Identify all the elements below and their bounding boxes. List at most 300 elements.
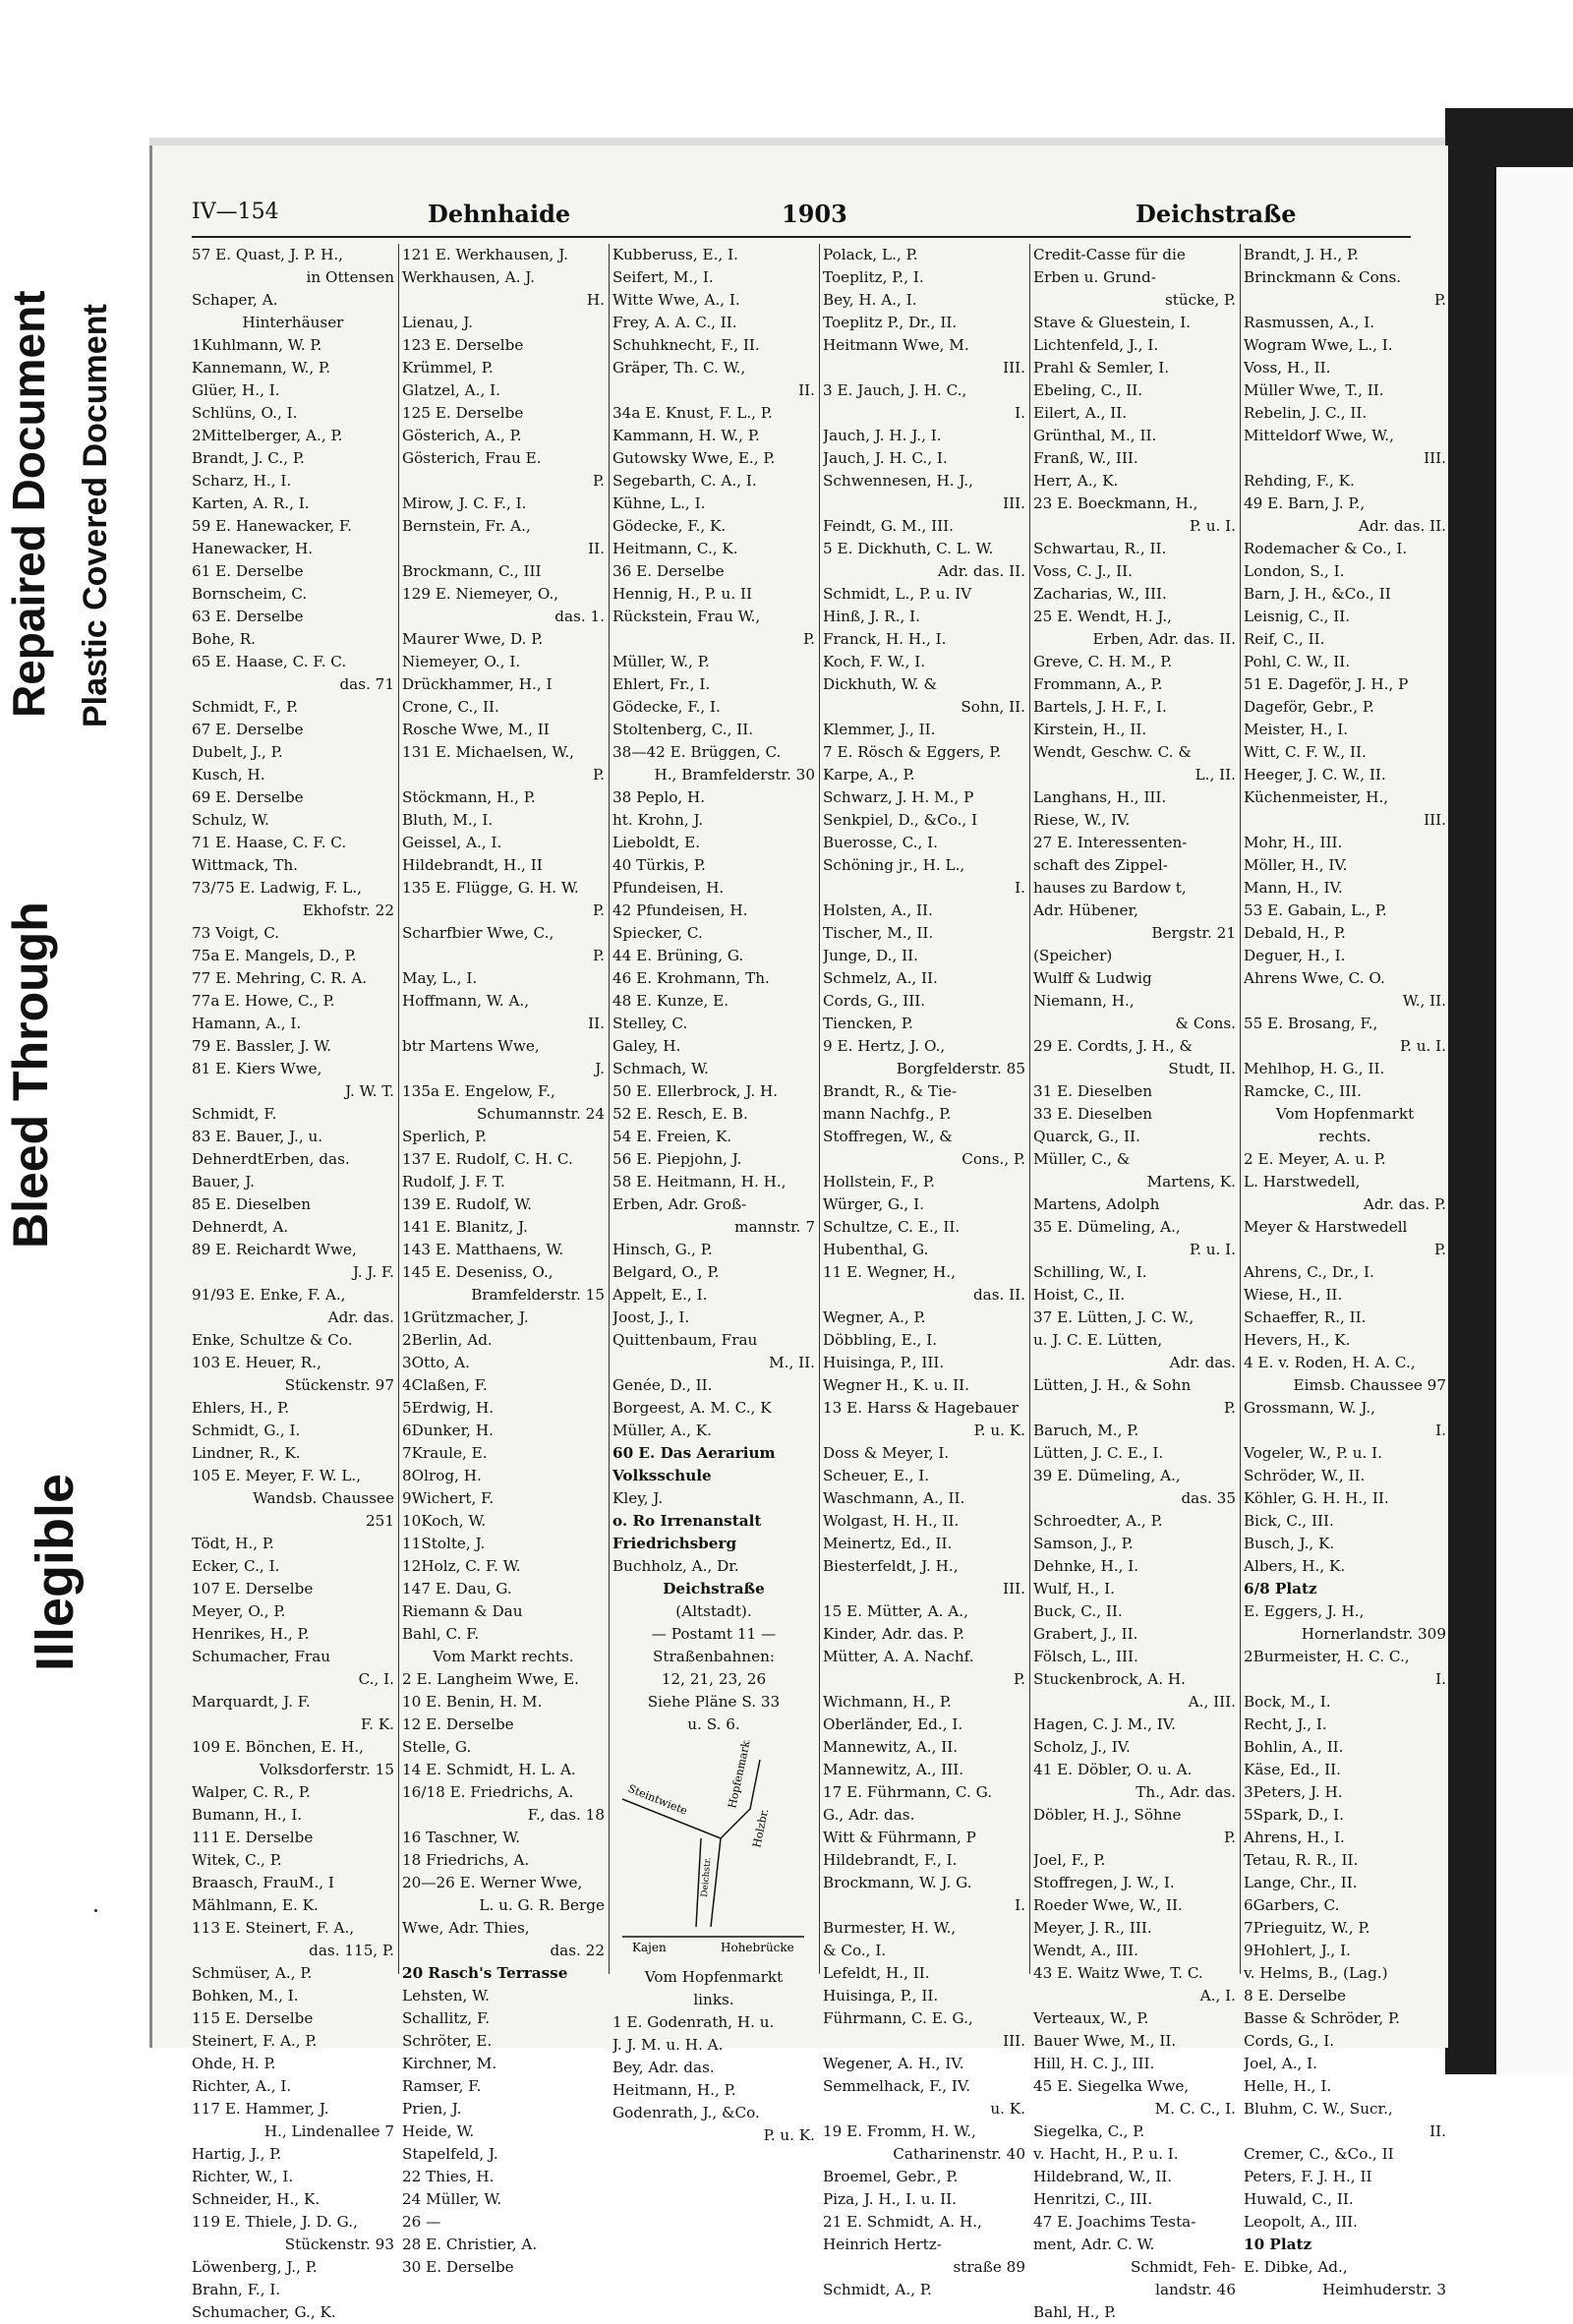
directory-entry: Bramfelderstr. 15 [471, 1286, 605, 1304]
directory-entry: 77 E. Mehring, C. R. A. [192, 969, 368, 987]
directory-entry: Schuhknecht, F., II. [612, 336, 760, 354]
directory-entry: J. J. F. [352, 1263, 394, 1281]
directory-entry: Ahrens, H., I. [1244, 1829, 1345, 1846]
directory-entry: Bey, H. A., I. [823, 291, 917, 309]
directory-entry: M., II. [769, 1354, 815, 1371]
directory-entry: Niemeyer, O., I. [402, 653, 521, 670]
directory-entry: Kannemann, W., P. [192, 359, 331, 377]
directory-entry: das. II. [972, 1286, 1025, 1304]
directory-entry: Wiese, H., II. [1244, 1286, 1343, 1304]
directory-entry: Gödecke, F., I. [612, 698, 721, 716]
directory-entry: Cons., P. [961, 1150, 1025, 1168]
directory-entry: Bauer Wwe, M., II. [1033, 2032, 1177, 2050]
directory-entry: P. u. K. [763, 2126, 815, 2144]
directory-entry: Jauch, J. H. C., I. [823, 449, 948, 467]
directory-entry: Stoffregen, J. W., I. [1033, 1874, 1175, 1891]
directory-entry: 1Grützmacher, J. [402, 1308, 529, 1326]
directory-entry: Hollstein, F., P. [823, 1173, 935, 1191]
directory-entry: u. K. [990, 2100, 1025, 2118]
directory-entry: 21 E. Schmidt, A. H., [823, 2213, 982, 2231]
directory-entry: 26 — [402, 2213, 441, 2231]
directory-entry: Schlüns, O., I. [192, 404, 298, 422]
directory-entry: Ehlert, Fr., I. [612, 675, 711, 693]
directory-entry: Grabert, J., II. [1033, 1625, 1138, 1643]
directory-entry: A., I. [1199, 1987, 1236, 2004]
directory-entry: Hoffmann, W. A., [402, 992, 530, 1010]
directory-entry: Segebarth, C. A., I. [612, 472, 757, 490]
directory-entry: Heinrich Hertz- [823, 2236, 942, 2253]
directory-entry: v. Helms, B., (Lag.) [1244, 1964, 1388, 1982]
directory-entry: 28 E. Christier, A. [402, 2236, 538, 2253]
directory-entry: Rasmussen, A., I. [1244, 314, 1375, 331]
directory-entry: Bluhm, C. W., Sucr., [1244, 2100, 1393, 2118]
column-rule [819, 244, 820, 1974]
directory-entry: Eilert, A., II. [1033, 404, 1128, 422]
directory-entry: 139 E. Rudolf, W. [402, 1195, 533, 1213]
directory-entry: Schneider, H., K. [192, 2190, 320, 2208]
directory-entry: 145 E. Deseniss, O., [402, 1263, 553, 1281]
directory-entry: M. C. C., I. [1154, 2100, 1236, 2118]
map-street-label: Steintwiete [625, 1781, 689, 1818]
directory-entry: Bahl, C. F. [402, 1625, 480, 1643]
directory-entry: Leisnig, C., II. [1244, 608, 1351, 625]
directory-entry: Bohe, R. [192, 630, 256, 648]
directory-entry: Meyer, J. R., III. [1033, 1919, 1152, 1937]
directory-entry: Erben, Adr. Groß- [612, 1195, 747, 1213]
directory-entry: 129 E. Niemeyer, O., [402, 585, 559, 603]
directory-entry: 14 E. Schmidt, H. L. A. [402, 1761, 576, 1778]
directory-entry: 7Kraule, E. [402, 1444, 488, 1462]
directory-entry: Buck, C., II. [1033, 1602, 1123, 1620]
directory-entry: P. u. K. [973, 1422, 1025, 1439]
directory-entry: Witt, C. F. W., II. [1244, 743, 1367, 761]
directory-entry: II. [588, 540, 605, 557]
directory-entry: P. [1224, 1829, 1236, 1846]
directory-entry: 141 E. Blanitz, J. [402, 1218, 528, 1236]
directory-entry: Rückstein, Frau W., [612, 608, 761, 625]
directory-entry: Basse & Schröder, P. [1244, 2009, 1400, 2027]
directory-page [149, 145, 1448, 2321]
directory-entry: Ramcke, C., III. [1244, 1082, 1362, 1100]
directory-entry: Friedrichsberg [612, 1535, 737, 1552]
directory-entry: Führmann, C. E. G., [823, 2009, 973, 2027]
directory-entry: Baruch, M., P. [1033, 1422, 1139, 1439]
directory-entry: Brinckmann & Cons. [1244, 268, 1402, 286]
directory-entry: Pfundeisen, H. [612, 879, 725, 897]
directory-entry: III. [1424, 449, 1446, 467]
directory-entry: Grünthal, M., II. [1033, 427, 1157, 444]
directory-entry: Vom Markt rechts. [433, 1648, 574, 1665]
directory-entry: III. [1003, 494, 1025, 512]
directory-entry: II. [1429, 2122, 1446, 2140]
directory-entry: Sperlich, P. [402, 1128, 487, 1145]
directory-entry: Greve, C. H. M., P. [1033, 653, 1173, 670]
directory-entry: das. 35 [1181, 1489, 1236, 1507]
directory-entry: 33 E. Dieselben [1033, 1105, 1153, 1123]
directory-entry: Tetau, R. R., II. [1244, 1851, 1359, 1869]
directory-entry: Lange, Chr., II. [1244, 1874, 1358, 1891]
directory-entry: Quittenbaum, Frau [612, 1331, 758, 1349]
directory-entry: 107 E. Derselbe [192, 1580, 314, 1598]
directory-entry: Köhler, G. H. H., II. [1244, 1489, 1389, 1507]
directory-entry: 111 E. Derselbe [192, 1829, 314, 1846]
directory-entry: Rodemacher & Co., I. [1244, 540, 1408, 557]
label-illegible: Illegible [26, 1473, 85, 1671]
map-bottom-label: Hohebrücke [721, 1941, 794, 1954]
directory-entry: Tiencken, P. [823, 1015, 913, 1032]
directory-entry: Braasch, FrauM., I [192, 1874, 334, 1891]
directory-entry: Langhans, H., III. [1033, 788, 1167, 806]
directory-entry: 10 Platz [1244, 2236, 1312, 2253]
directory-entry: Ohde, H. P. [192, 2055, 276, 2072]
directory-entry: Vom Hopfenmarkt [1275, 1105, 1415, 1123]
directory-entry: Mann, H., IV. [1244, 879, 1343, 897]
directory-entry: 125 E. Derselbe [402, 404, 524, 422]
directory-entry: Rehding, F., K. [1244, 472, 1355, 490]
directory-entry: Schaper, A. [192, 291, 278, 309]
directory-entry: III. [1003, 2032, 1025, 2050]
directory-entry: I. [1015, 1896, 1025, 1914]
directory-entry: u. J. C. E. Lütten, [1033, 1331, 1163, 1349]
directory-entry: Joel, A., I. [1244, 2055, 1318, 2072]
directory-entry: Hagen, C. J. M., IV. [1033, 1715, 1176, 1733]
directory-entry: Walper, C. R., P. [192, 1783, 311, 1801]
directory-entry: rechts. [1318, 1128, 1371, 1145]
directory-entry: Wegener, A. H., IV. [823, 2055, 964, 2072]
directory-entry: Meinertz, Ed., II. [823, 1535, 953, 1552]
directory-entry: 46 E. Krohmann, Th. [612, 969, 770, 987]
directory-entry: P. [1434, 291, 1446, 309]
directory-entry: Bock, M., I. [1244, 1693, 1331, 1711]
directory-entry: Ramser, F. [402, 2077, 482, 2095]
directory-entry: Borgeest, A. M. C., K [612, 1399, 772, 1417]
directory-entry: Hildebrandt, F., I. [823, 1851, 958, 1869]
directory-entry: Scharz, H., I. [192, 472, 292, 490]
map-street-label: Hopfenmarkt [726, 1740, 754, 1810]
directory-entry: 20 Rasch's Terrasse [402, 1964, 568, 1982]
directory-entry: Wendt, A., III. [1033, 1942, 1138, 1959]
directory-entry: Catharinenstr. 40 [893, 2145, 1025, 2163]
directory-entry: Ebeling, C., II. [1033, 381, 1143, 399]
street-map [612, 1740, 809, 1966]
directory-entry: 13 E. Harss & Hagebauer [823, 1399, 1020, 1417]
directory-entry: 16 Taschner, W. [402, 1829, 521, 1846]
directory-entry: das. 1. [554, 608, 605, 625]
directory-entry: Riemann & Dau [402, 1602, 523, 1620]
directory-entry: Zacharias, W., III. [1033, 585, 1167, 603]
directory-entry: 73/75 E. Ladwig, F. L., [192, 879, 363, 897]
directory-entry: das. 71 [339, 675, 394, 693]
directory-entry: Brandt, J. C., P. [192, 449, 305, 467]
directory-entry: 11 E. Wegner, H., [823, 1263, 956, 1281]
directory-entry: v. Hacht, H., P. u. I. [1033, 2145, 1179, 2163]
directory-entry: 2 E. Langheim Wwe, E. [402, 1670, 579, 1688]
directory-entry: Schmidt, A., P. [823, 2281, 932, 2298]
directory-entry: L. u. G. R. Berge [479, 1896, 605, 1914]
directory-entry: Schöning jr., H. L., [823, 856, 965, 874]
directory-entry: Dehnke, H., I. [1033, 1557, 1139, 1575]
directory-entry: Quarck, G., II. [1033, 1128, 1140, 1145]
directory-entry: Mütter, A. A. Nachf. [823, 1648, 974, 1665]
directory-entry: Frommann, A., P. [1033, 675, 1163, 693]
directory-entry: A., III. [1188, 1693, 1236, 1711]
directory-entry: Huwald, C., II. [1244, 2190, 1354, 2208]
directory-entry: 7Prieguitz, W., P. [1244, 1919, 1370, 1937]
directory-entry: 48 E. Kunze, E. [612, 992, 729, 1010]
directory-entry: Genée, D., II. [612, 1376, 713, 1394]
directory-entry: 12 E. Derselbe [402, 1715, 514, 1733]
column-rule [398, 244, 399, 1974]
directory-entry: 135a E. Engelow, F., [402, 1082, 555, 1100]
directory-entry: P. [593, 901, 605, 919]
directory-entry: Heide, W. [402, 2122, 475, 2140]
directory-entry: 12Holz, C. F. W. [402, 1557, 521, 1575]
directory-entry: ht. Krohn, J. [612, 811, 704, 829]
directory-entry: Vom Hopfenmarkt [644, 1968, 784, 1986]
directory-entry: Tödt, H., P. [192, 1535, 274, 1552]
directory-entry: Dubelt, J., P. [192, 743, 283, 761]
directory-entry: 91/93 E. Enke, F. A., [192, 1286, 346, 1304]
directory-entry: Cords, G., I. [1244, 2032, 1335, 2050]
directory-entry: Deguer, H., I. [1244, 947, 1346, 964]
directory-entry: 6Garbers, C. [1244, 1896, 1340, 1914]
directory-entry: Erben u. Grund- [1033, 268, 1156, 286]
directory-entry: Godenrath, J., &Co. [612, 2104, 760, 2121]
directory-entry: Küchenmeister, H., [1244, 788, 1389, 806]
directory-entry: Waschmann, A., II. [823, 1489, 965, 1507]
directory-entry: W., II. [1402, 992, 1446, 1010]
directory-entry: Schwennesen, H. J., [823, 472, 973, 490]
directory-entry: Siegelka, C., P. [1033, 2122, 1145, 2140]
directory-entry: Seifert, M., I. [612, 268, 714, 286]
directory-entry: 73 Voigt, C. [192, 924, 280, 942]
directory-entry: 17 E. Führmann, C. G. [823, 1783, 993, 1801]
directory-entry: 5 E. Dickhuth, C. L. W. [823, 540, 994, 557]
column-4 [823, 244, 1025, 2301]
directory-entry: Gutowsky Wwe, E., P. [612, 449, 776, 467]
directory-entry: P. [593, 947, 605, 964]
directory-entry: Wolgast, H. H., II. [823, 1512, 960, 1530]
directory-entry: III. [1003, 359, 1025, 377]
directory-entry: 143 E. Matthaens, W. [402, 1241, 564, 1258]
directory-entry: Schmidt, Feh- [1130, 2258, 1236, 2276]
directory-entry: Heitmann Wwe, M. [823, 336, 969, 354]
directory-entry: Verteaux, W., P. [1033, 2009, 1149, 2027]
directory-entry: 117 E. Hammer, J. [192, 2100, 329, 2118]
directory-entry: 137 E. Rudolf, C. H. C. [402, 1150, 573, 1168]
directory-entry: Appelt, E., I. [612, 1286, 708, 1304]
directory-entry: Wittmack, Th. [192, 856, 298, 874]
directory-entry: Kirstein, H., II. [1033, 721, 1147, 738]
directory-entry: Mählmann, E. K. [192, 1896, 319, 1914]
directory-entry: Schumacher, Frau [192, 1648, 331, 1665]
directory-entry: DehnerdtErben, das. [192, 1150, 350, 1168]
header-rule [192, 236, 1411, 238]
directory-entry: Schilling, W., I. [1033, 1263, 1147, 1281]
directory-entry: 147 E. Dau, G. [402, 1580, 512, 1598]
directory-entry: 60 E. Das Aerarium [612, 1444, 776, 1462]
directory-entry: P. [1434, 1241, 1446, 1258]
directory-entry: Barn, J. H., &Co., II [1244, 585, 1391, 603]
directory-entry: in Ottensen [306, 268, 394, 286]
directory-entry: Buchholz, A., Dr. [612, 1557, 739, 1575]
directory-entry: Hinß, J. R., I. [823, 608, 920, 625]
directory-entry: Brandt, R., & Tie- [823, 1082, 958, 1100]
directory-entry: Stave & Gluestein, I. [1033, 314, 1192, 331]
directory-entry: III. [1003, 1580, 1025, 1598]
directory-entry: Pohl, C. W., II. [1244, 653, 1351, 670]
directory-entry: 4Claßen, F. [402, 1376, 488, 1394]
directory-entry: H., Bramfelderstr. 30 [654, 766, 815, 784]
label-repaired-document: Repaired Document [3, 290, 54, 718]
directory-entry: Krümmel, P. [402, 359, 494, 377]
directory-entry: Borgfelderstr. 85 [896, 1060, 1025, 1077]
directory-entry: Helle, H., I. [1244, 2077, 1332, 2095]
binding-edge [1445, 108, 1573, 2074]
directory-entry: 29 E. Cordts, J. H., & [1033, 1037, 1194, 1055]
directory-entry: Piza, J. H., I. u. II. [823, 2190, 957, 2208]
directory-entry: Mannewitz, A., III. [823, 1761, 964, 1778]
directory-entry: Wandsb. Chaussee [253, 1489, 394, 1507]
directory-entry: Müller, W., P. [612, 653, 710, 670]
directory-entry: P. u. I. [1399, 1037, 1446, 1055]
directory-entry: I. [1435, 1670, 1446, 1688]
directory-entry: Oberländer, Ed., I. [823, 1715, 963, 1733]
directory-entry: Ahrens, C., Dr., I. [1244, 1263, 1374, 1281]
directory-entry: Schmelz, A., II. [823, 969, 938, 987]
directory-entry: Witt & Führmann, P [823, 1829, 976, 1846]
directory-entry: 12, 21, 23, 26 [661, 1670, 767, 1688]
directory-entry: 123 E. Derselbe [402, 336, 524, 354]
directory-entry: Stöckmann, H., P. [402, 788, 536, 806]
directory-entry: 50 E. Ellerbrock, J. H. [612, 1082, 779, 1100]
directory-entry: Ekhofstr. 22 [302, 901, 394, 919]
directory-entry: Brahn, F., I. [192, 2281, 281, 2298]
directory-entry: 3Otto, A. [402, 1354, 470, 1371]
directory-entry: Hildebrandt, H., II [402, 856, 543, 874]
directory-entry: Döbbling, E., I. [823, 1331, 938, 1349]
directory-entry: 9Hohlert, J., I. [1244, 1942, 1351, 1959]
directory-entry: I. [1015, 404, 1025, 422]
directory-entry: straße 89 [953, 2258, 1025, 2276]
directory-entry: Stückenstr. 93 [284, 2236, 394, 2253]
directory-entry: u. S. 6. [687, 1715, 740, 1733]
directory-entry: Junge, D., II. [823, 947, 918, 964]
directory-entry: H., Lindenallee 7 [263, 2122, 394, 2140]
directory-entry: Gödecke, F., K. [612, 517, 727, 535]
directory-entry: Lienau, J. [402, 314, 473, 331]
directory-entry: 38—42 E. Brüggen, C. [612, 743, 782, 761]
directory-entry: Glüer, H., I. [192, 381, 280, 399]
directory-entry: Fölsch, L., III. [1033, 1648, 1138, 1665]
column-rule [609, 244, 610, 1974]
directory-entry: Möller, H., IV. [1244, 856, 1348, 874]
directory-entry: Schwarz, J. H. M., P [823, 788, 974, 806]
directory-entry: 49 E. Barn, J. P., [1244, 494, 1366, 512]
directory-entry: Galey, H. [612, 1037, 681, 1055]
directory-entry: 36 E. Derselbe [612, 562, 725, 580]
directory-entry: III. [1424, 811, 1446, 829]
directory-entry: mannstr. 7 [734, 1218, 815, 1236]
directory-entry: Studt, II. [1168, 1060, 1236, 1077]
directory-entry: L., II. [1194, 766, 1236, 784]
directory-entry: Adr. das. II. [938, 562, 1025, 580]
directory-entry: 2Berlin, Ad. [402, 1331, 493, 1349]
directory-entry: ment, Adr. C. W. [1033, 2236, 1155, 2253]
side-labels [0, 226, 118, 1760]
street-right: Deichstraße [1136, 200, 1297, 228]
directory-entry: P. [1014, 1670, 1025, 1688]
directory-entry: C., I. [358, 1670, 394, 1688]
directory-entry: 1Kuhlmann, W. P. [192, 336, 322, 354]
label-bleed-through: Bleed Through [3, 901, 58, 1249]
directory-entry: Marquardt, J. F. [192, 1693, 311, 1711]
directory-entry: Prien, J. [402, 2100, 462, 2118]
directory-entry: J. W. T. [345, 1082, 394, 1100]
directory-entry: Siehe Pläne S. 33 [647, 1693, 781, 1711]
directory-entry: 31 E. Dieselben [1033, 1082, 1153, 1100]
directory-entry: J. [595, 1060, 605, 1077]
directory-entry: 2 E. Meyer, A. u. P. [1244, 1150, 1386, 1168]
directory-entry: Heimhuderstr. 3 [1322, 2281, 1446, 2298]
directory-entry: Credit-Casse für die [1033, 246, 1186, 263]
directory-entry: 20—26 E. Werner Wwe, [402, 1874, 583, 1891]
directory-entry: Spiecker, C. [612, 924, 703, 942]
directory-entry: Heitmann, C., K. [612, 540, 738, 557]
directory-entry: Dehnerdt, A. [192, 1218, 289, 1236]
directory-entry: Peters, F. J. H., II [1244, 2168, 1372, 2185]
directory-entry: 43 E. Waitz Wwe, T. C. [1033, 1964, 1203, 1982]
directory-entry: 16/18 E. Friedrichs, A. [402, 1783, 574, 1801]
directory-entry: 27 E. Interessenten- [1033, 834, 1188, 851]
directory-entry: Bergstr. 21 [1151, 924, 1236, 942]
directory-entry: Bluth, M., I. [402, 811, 494, 829]
directory-entry: 8 E. Derselbe [1244, 1987, 1347, 2004]
directory-entry: May, L., I. [402, 969, 478, 987]
directory-entry: Lütten, J. C. E., I. [1033, 1444, 1164, 1462]
directory-entry: 39 E. Dümeling, A., [1033, 1467, 1181, 1484]
page-header [192, 200, 1411, 233]
directory-entry: Scheuer, E., I. [823, 1467, 930, 1484]
directory-entry: F. K. [361, 1715, 394, 1733]
directory-entry: 67 E. Derselbe [192, 721, 304, 738]
directory-entry: Rudolf, J. F. T. [402, 1173, 505, 1191]
directory-entry: P. [803, 630, 815, 648]
directory-entry: Toeplitz, P., I. [823, 268, 924, 286]
directory-entry: Schumacher, G., K. [192, 2303, 336, 2321]
directory-entry: Richter, A., I. [192, 2077, 292, 2095]
directory-entry: landstr. 46 [1155, 2281, 1236, 2298]
directory-entry: Gösterich, A., P. [402, 427, 522, 444]
directory-entry: Ehlers, H., P. [192, 1399, 290, 1417]
directory-entry: Franck, H. H., I. [823, 630, 947, 648]
directory-entry: Holsten, A., II. [823, 901, 933, 919]
directory-entry: 22 Thies, H. [402, 2168, 495, 2185]
directory-entry: Schallitz, F. [402, 2009, 491, 2027]
directory-entry: Kammann, H. W., P. [612, 427, 760, 444]
directory-entry: Bey, Adr. das. [612, 2059, 715, 2076]
directory-entry: Kinder, Adr. das. P. [823, 1625, 965, 1643]
directory-entry: Voss, C. J., II. [1033, 562, 1133, 580]
directory-entry: Bernstein, Fr. A., [402, 517, 531, 535]
directory-entry: Döbler, H. J., Söhne [1033, 1806, 1182, 1824]
directory-entry: Bornscheim, C. [192, 585, 308, 603]
directory-entry: 1 E. Godenrath, H. u. [612, 2013, 775, 2031]
directory-entry: 4 E. v. Roden, H. A. C., [1244, 1354, 1416, 1371]
directory-entry: Enke, Schultze & Co. [192, 1331, 353, 1349]
directory-entry: 135 E. Flügge, G. H. W. [402, 879, 579, 897]
directory-entry: 121 E. Werkhausen, J. [402, 246, 568, 263]
